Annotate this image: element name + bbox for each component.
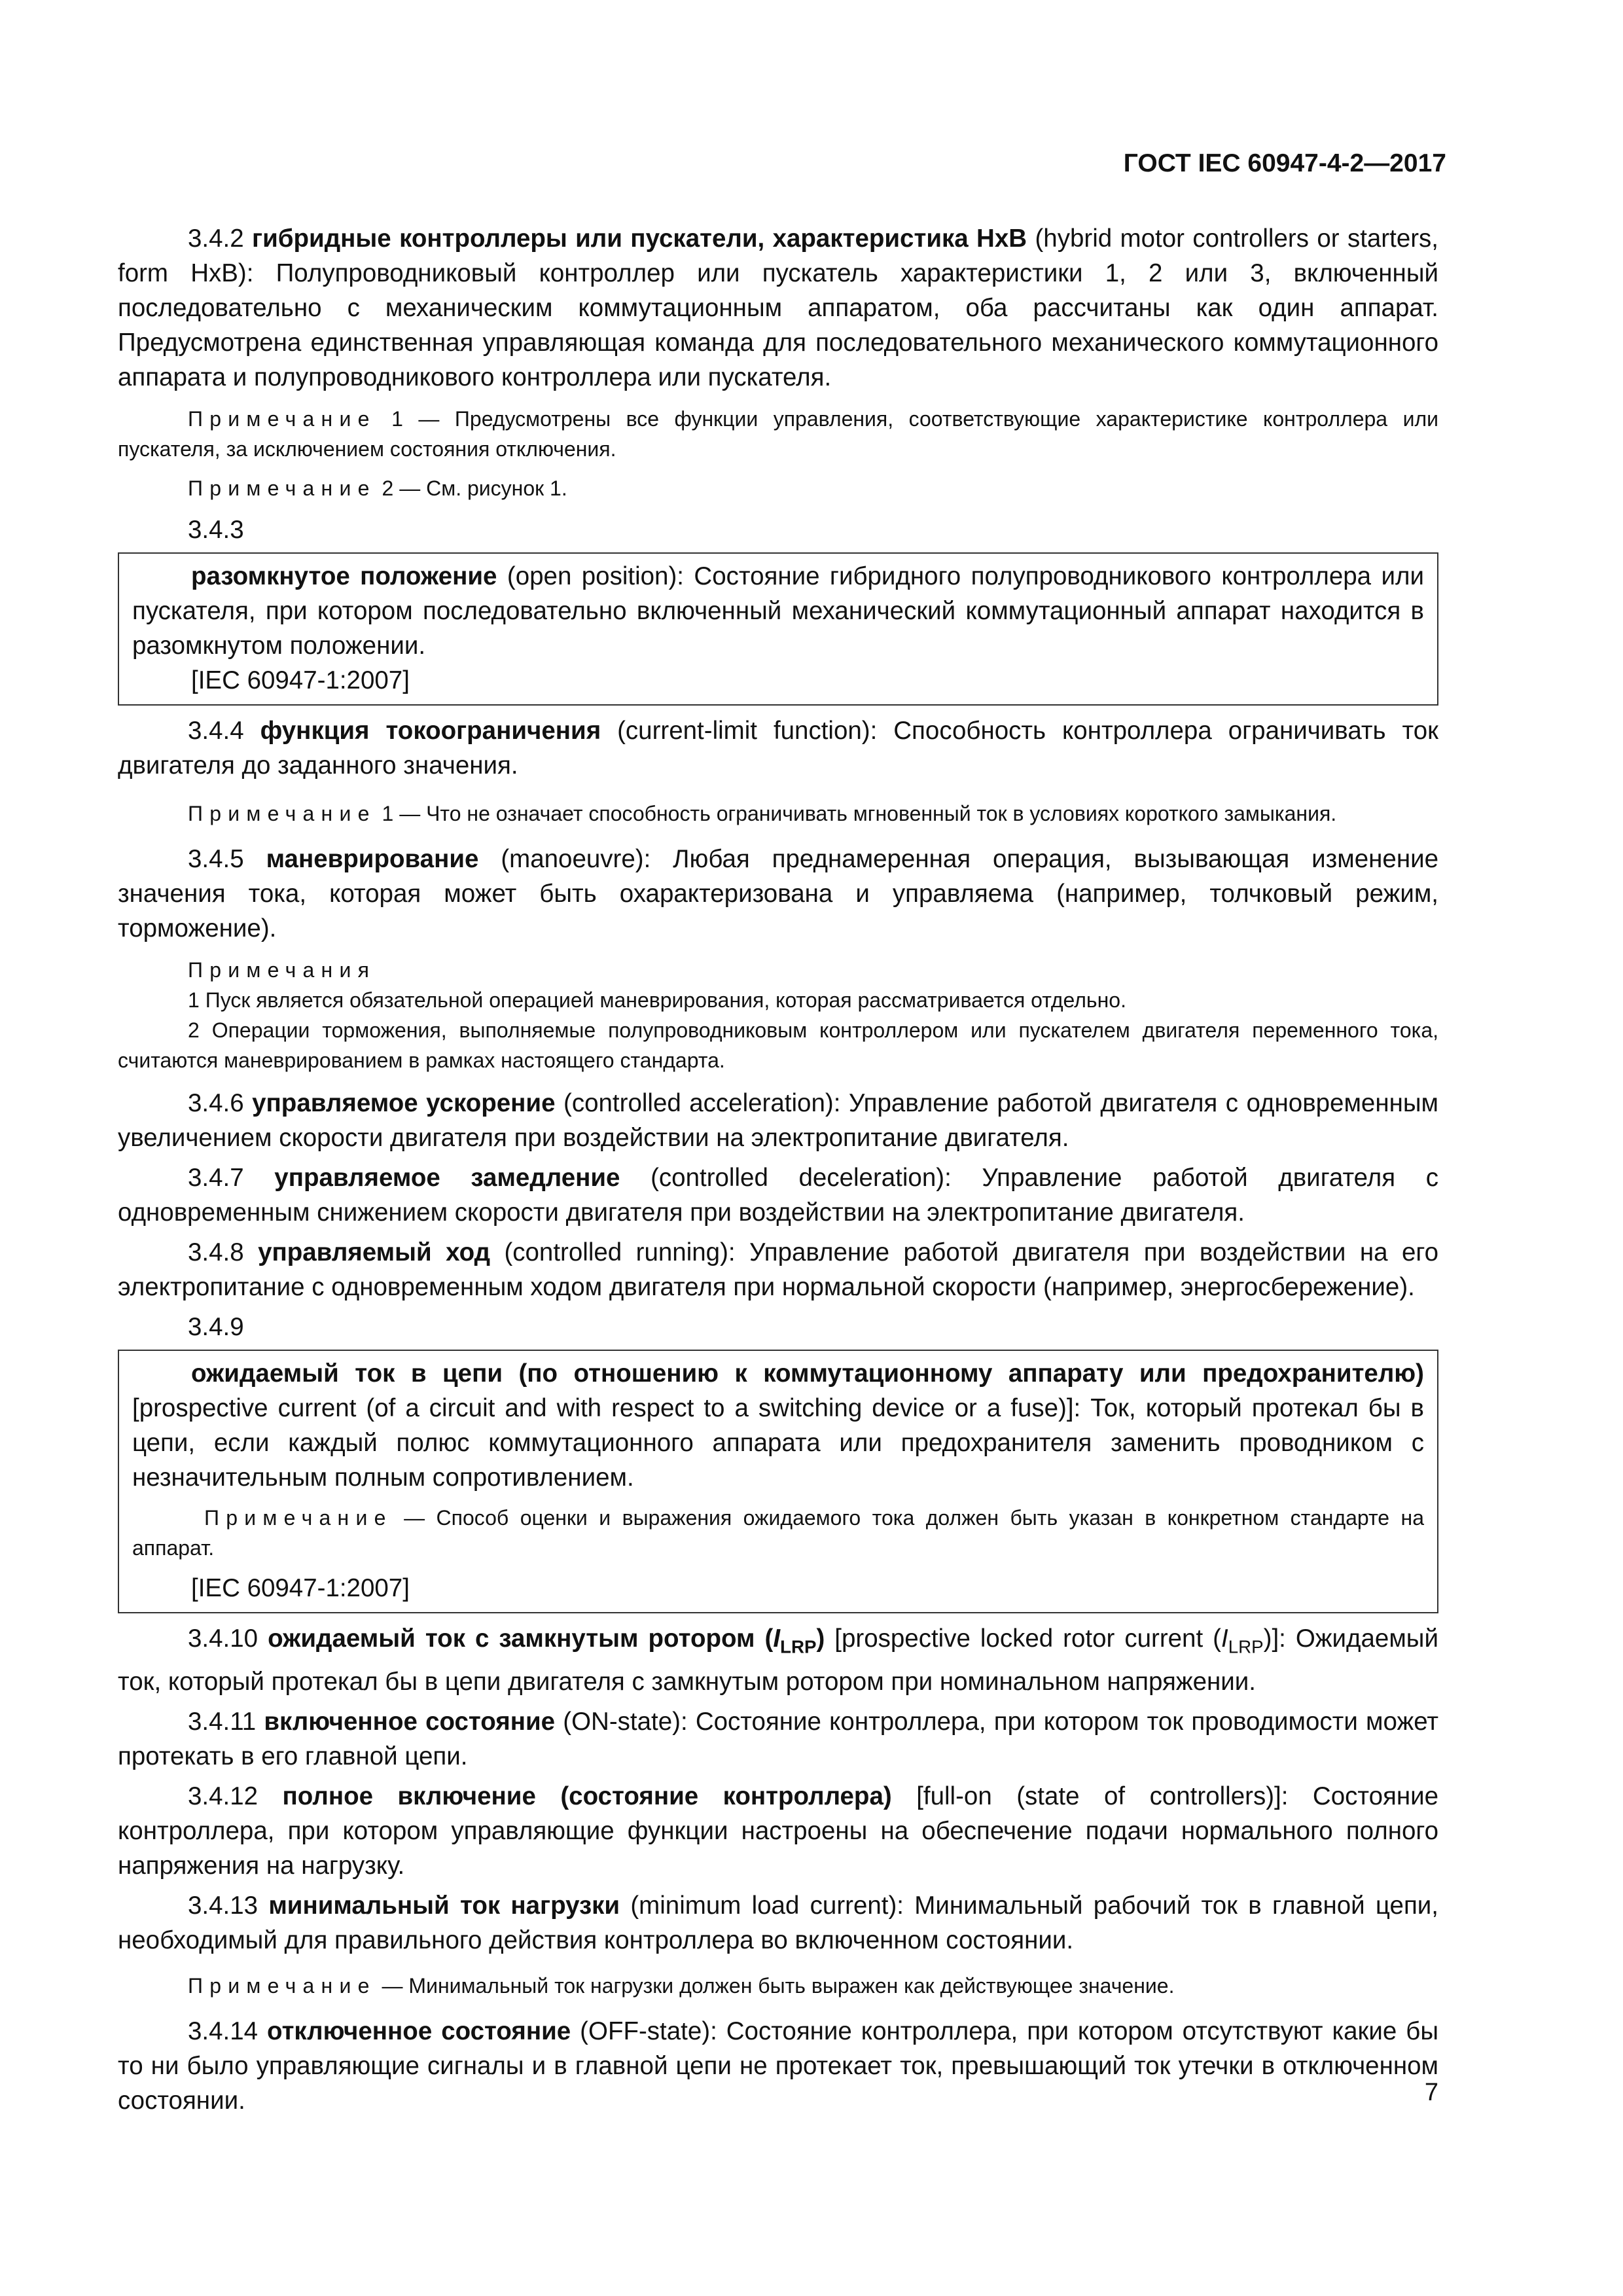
clause-text: (open position): Состояние гибридного полупроводникового контроллера или пускателя, при котором последовательно включенный механический коммутационный аппарат находится в разомкнутом положении. [132, 562, 1424, 660]
clause-number-3-4-9: 3.4.9 [188, 1313, 244, 1341]
note-text: 2 — См. рисунок 1. [382, 476, 567, 500]
clause-3-4-10 [118, 1621, 1438, 1699]
document-header: ГОСТ IEC 60947-4-2—2017 [1123, 149, 1446, 177]
notes-3-4-5 [118, 955, 1438, 1075]
term-subscript: LRP [780, 1636, 817, 1657]
note-label: Примечание [204, 1506, 393, 1530]
note-3-4-13 [118, 1971, 1438, 2001]
clause-term: управляемое ускорение [252, 1089, 556, 1117]
definition-box-3-4-9 [118, 1350, 1438, 1613]
text-part: [prospective locked rotor current ( [834, 1624, 1221, 1653]
clause-3-4-3 [132, 559, 1424, 663]
clause-term: управляемый ход [258, 1238, 491, 1266]
clause-term: минимальный ток нагрузки [268, 1891, 620, 1920]
text-subscript: LRP [1228, 1636, 1264, 1657]
page-number: 7 [1424, 2079, 1438, 2106]
clause-text: (controlled acceleration): Управление работой двигателя с одновременным увеличением скорости двигателя при воздействии на электропитание двигателя. [118, 1089, 1439, 1152]
note-label: Примечание [188, 407, 376, 431]
clause-term: гибридные контроллеры или пускатели, характеристика НхВ [252, 224, 1027, 253]
note-text: 1 — Что не означает способность ограничивать мгновенный ток в условиях короткого замыкания. [382, 802, 1337, 825]
clause-number: 3.4.7 [188, 1164, 244, 1192]
source-reference: [IEC 60947-1:2007] [191, 666, 410, 694]
note-item: 2 Операции торможения, выполняемые полупроводниковым контроллером или пускателем двигателя переменного тока, считаются маневрированием в рамках настоящего стандарта. [118, 1018, 1438, 1072]
clause-term: отключенное состояние [267, 2017, 571, 2045]
clause-text: [prospective current (of a circuit and with respect to a switching device or a fuse)]: Ток, который протекал бы в цепи, если каждый полюс коммутационного аппарата или предохранителя заменить проводником с незначительным полным сопротивлением. [132, 1394, 1424, 1492]
clause-term: управляемое замедление [274, 1164, 620, 1192]
clause-number-3-4-3: 3.4.3 [188, 516, 244, 544]
clause-3-4-9 [132, 1356, 1424, 1495]
clause-text: (minimum load current): Минимальный рабочий ток в главной цепи, необходимый для правильного действия контроллера во включенном состоянии. [118, 1891, 1439, 1954]
clause-number: 3.4.6 [188, 1089, 244, 1117]
clause-term: маневрирование [266, 845, 479, 873]
note-text: 1 — Предусмотрены все функции управления, соответствующие характеристике контроллера или пускателя, за исключением состояния отключения. [118, 407, 1439, 461]
note-label: Примечание [188, 476, 376, 500]
clause-text: (controlled deceleration): Управление работой двигателя с одновременным снижением скорости двигателя при воздействии на электропитание двигателя. [118, 1164, 1438, 1227]
term-symbol: I [773, 1624, 781, 1653]
clause-number: 3.4.4 [188, 717, 244, 745]
clause-3-4-4 [118, 713, 1438, 783]
clause-3-4-7 [118, 1160, 1438, 1230]
clause-text: (current-limit function): Способность контроллера ограничивать ток двигателя до заданного значения. [118, 717, 1438, 780]
clause-text: (hybrid motor controllers or starters, form HxB): Полупроводниковый контроллер или пускатель характеристики 1, 2 или 3, включенный последовательно с механическим коммутационным аппаратом, оба рассчитаны как один аппарат. Предусмотрена единственная управляющая команда для последовательного механического коммутационного аппарата и полупроводникового контроллера или пускателя. [118, 224, 1438, 391]
clause-3-4-13 [118, 1888, 1438, 1958]
term-part: ) [816, 1624, 825, 1653]
notes-label: Примечания [188, 958, 376, 982]
note-label: Примечание [188, 1973, 376, 1998]
clause-number: 3.4.10 [188, 1624, 259, 1653]
note-item: 1 Пуск является обязательной операцией маневрирования, которая рассматривается отдельно. [188, 988, 1126, 1012]
clause-text: (manoeuvre): Любая преднамеренная операция, вызывающая изменение значения тока, которая может быть охарактеризована и управляема (например, толчковый режим, торможение). [118, 845, 1439, 942]
note-label: Примечание [188, 802, 376, 825]
clause-3-4-12 [118, 1779, 1438, 1883]
clause-3-4-11 [118, 1704, 1438, 1774]
clause-number: 3.4.11 [188, 1707, 257, 1736]
clause-text: (OFF-state): Состояние контроллера, при котором отсутствуют какие бы то ни было управляющие сигналы и в главной цепи не протекает ток, превышающий ток утечки в отключенном состоянии. [118, 2017, 1438, 2115]
note-3-4-2-1 [118, 404, 1438, 464]
clause-term: разомкнутое положение [191, 562, 497, 590]
text-symbol: I [1221, 1624, 1228, 1653]
source-reference: [IEC 60947-1:2007] [191, 1574, 410, 1602]
clause-3-4-6 [118, 1086, 1438, 1155]
clause-3-4-2 [118, 221, 1438, 395]
note-3-4-4 [118, 798, 1438, 829]
clause-3-4-8 [118, 1235, 1438, 1304]
document-body [118, 221, 1438, 2123]
clause-number: 3.4.12 [188, 1782, 259, 1810]
clause-term [268, 1624, 825, 1657]
clause-term: включенное состояние [264, 1707, 556, 1736]
term-part: ожидаемый ток с замкнутым ротором ( [268, 1624, 774, 1653]
clause-term: полное включение (состояние контроллера) [282, 1782, 892, 1810]
clause-number: 3.4.13 [188, 1891, 259, 1920]
note-text: — Минимальный ток нагрузки должен быть выражен как действующее значение. [382, 1973, 1175, 1998]
clause-text: [full-on (state of controllers)]: Состояние контроллера, при котором управляющие функции настроены на обеспечение подачи нормального полного напряжения на нагрузку. [118, 1782, 1439, 1880]
clause-number: 3.4.8 [188, 1238, 244, 1266]
clause-text: (controlled running): Управление работой двигателя при воздействии на его электропитание с одновременным ходом двигателя при нормальной скорости (например, энергосбережение). [118, 1238, 1438, 1301]
clause-number: 3.4.5 [188, 845, 244, 873]
clause-term: функция токоограничения [260, 717, 601, 745]
note-3-4-9 [132, 1503, 1424, 1563]
clause-number: 3.4.2 [188, 224, 244, 253]
note-text: — Способ оценки и выражения ожидаемого тока должен быть указан в конкретном стандарте на аппарат. [132, 1506, 1425, 1560]
definition-box-3-4-3 [118, 552, 1438, 706]
clause-text: (ON-state): Состояние контроллера, при котором ток проводимости может протекать в его главной цепи. [118, 1707, 1438, 1770]
note-3-4-2-2 [118, 473, 1438, 503]
text-part: )]: Ожидаемый ток, который протекал бы в цепи двигателя с замкнутым ротором при номинальном напряжении. [118, 1624, 1438, 1696]
clause-number: 3.4.14 [188, 2017, 259, 2045]
clause-term: ожидаемый ток в цепи (по отношению к коммутационному аппарату или предохранителю) [191, 1359, 1424, 1388]
clause-3-4-5 [118, 842, 1438, 946]
clause-3-4-14 [118, 2014, 1438, 2118]
